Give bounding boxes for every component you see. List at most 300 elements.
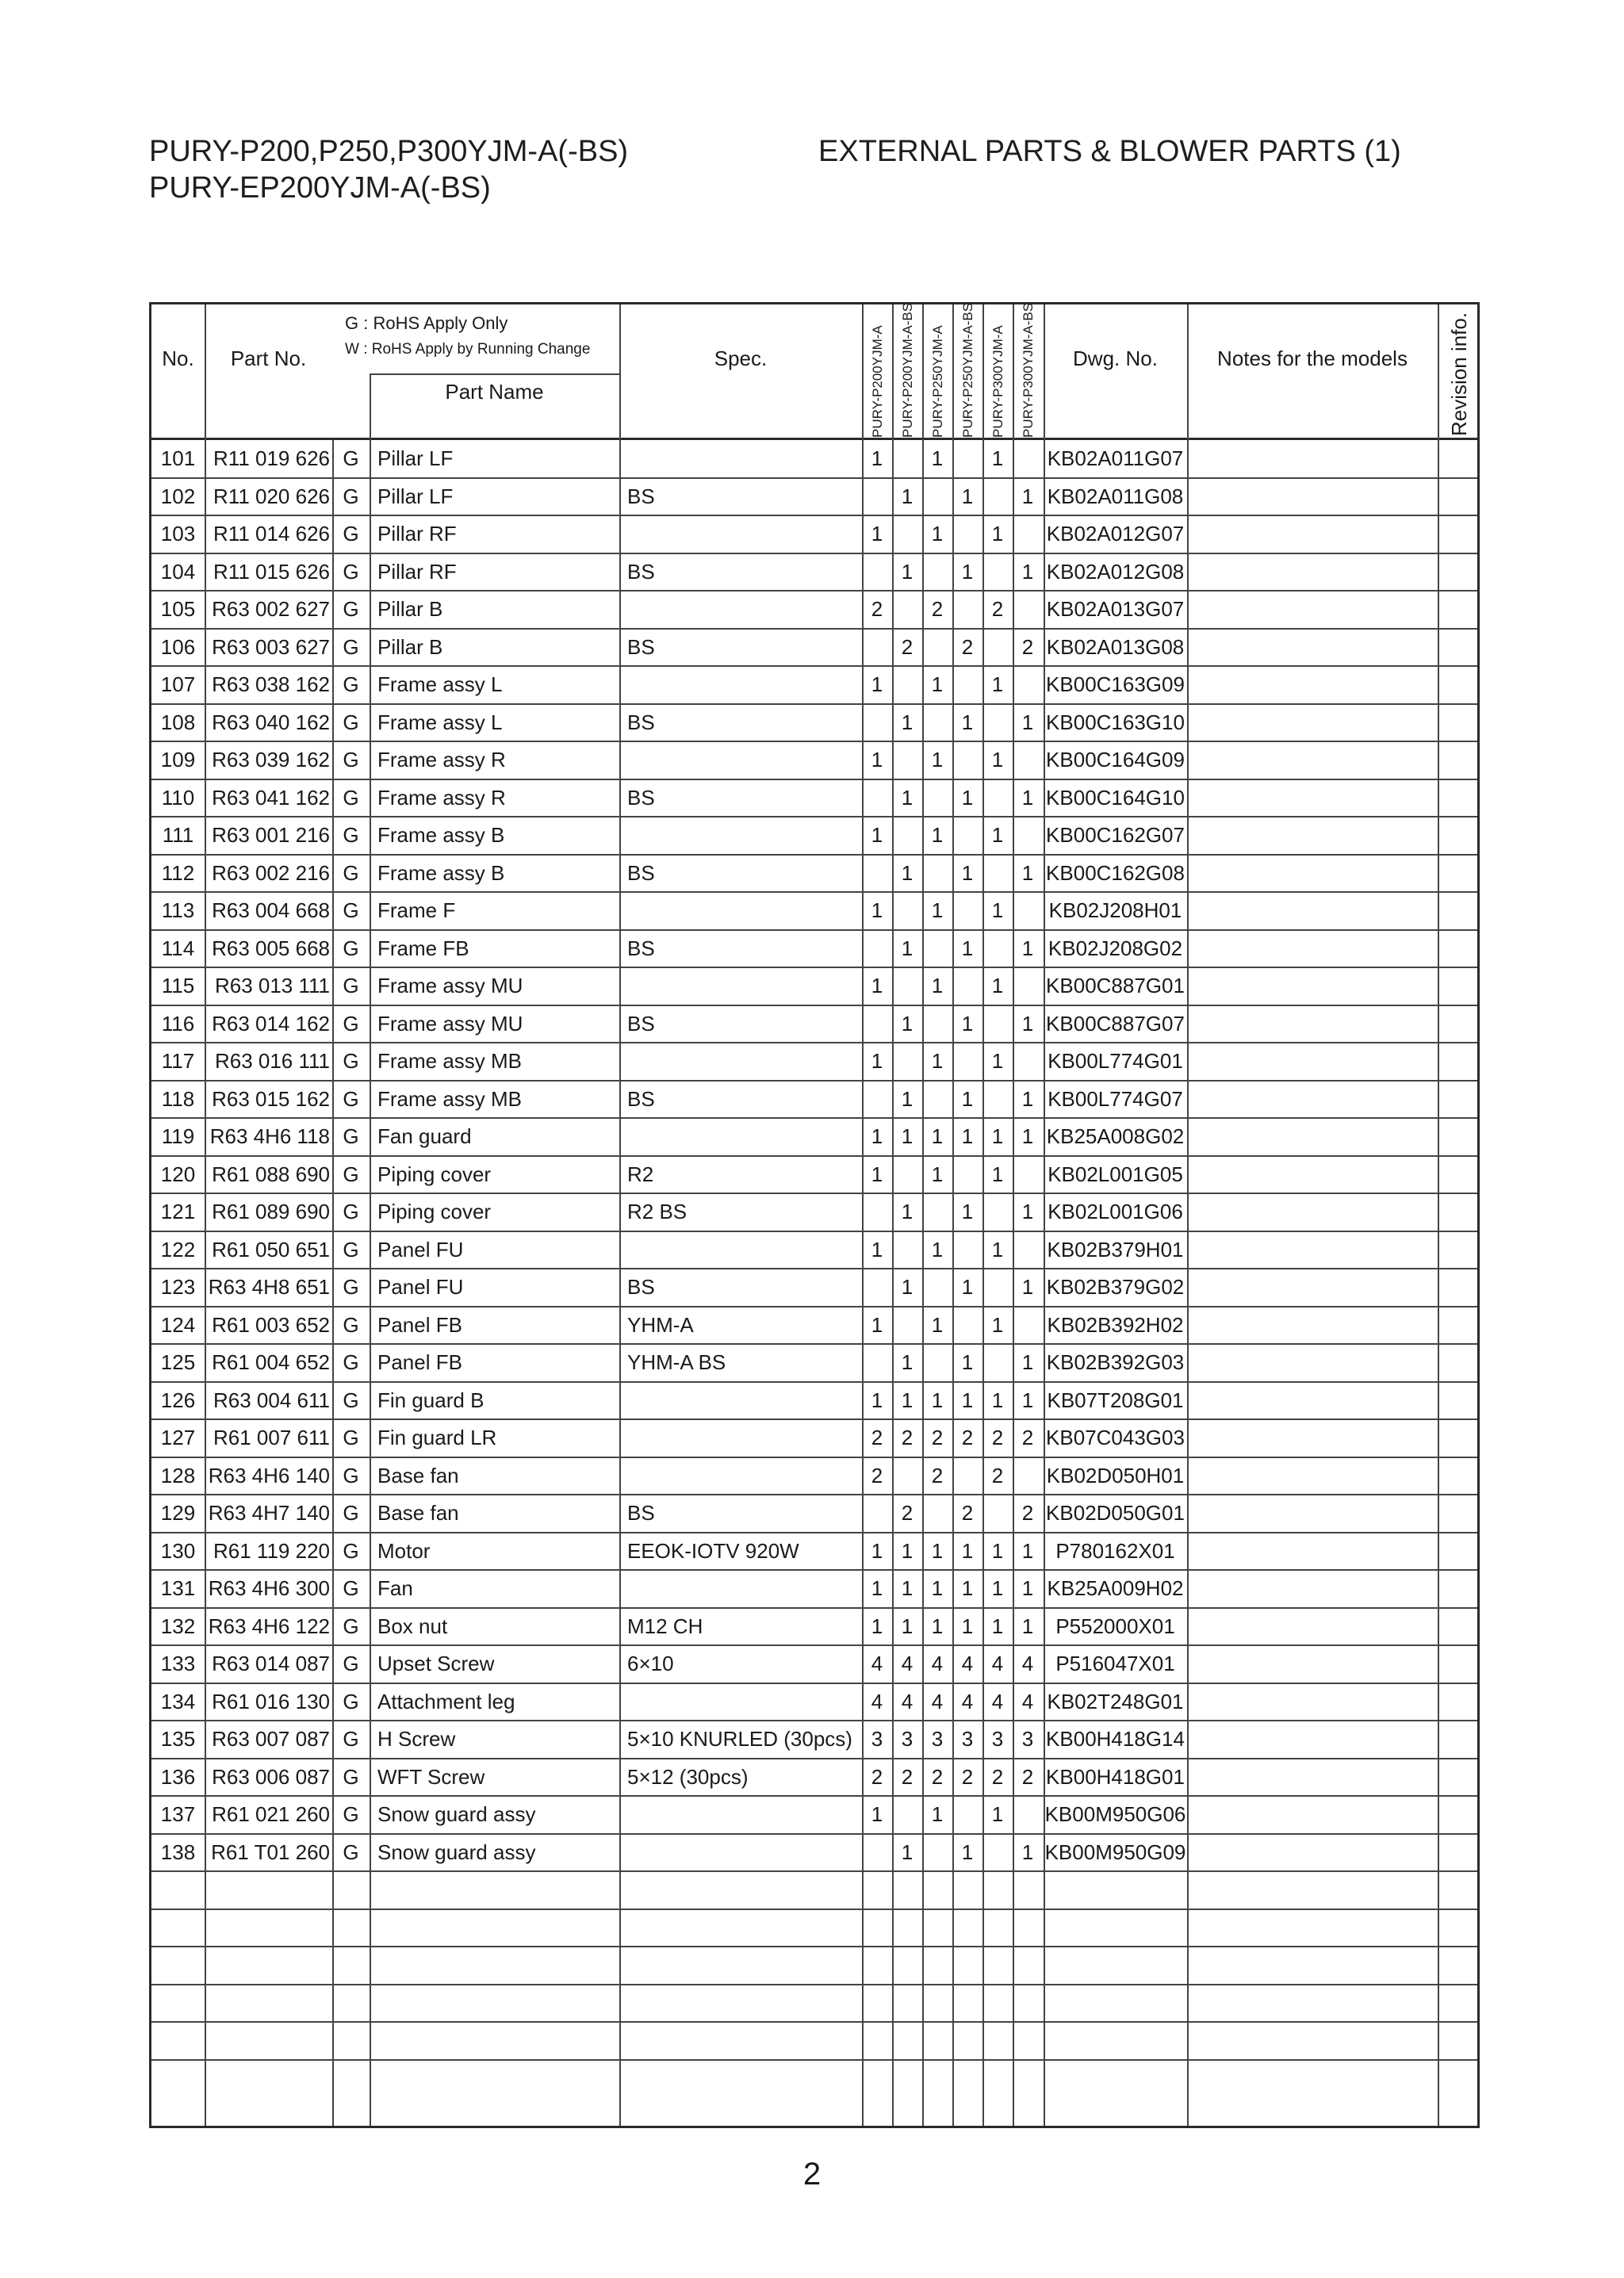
row-qty-model-4: 1 <box>961 1200 974 1223</box>
row-part-no: R63 038 162 <box>212 672 330 696</box>
row-part-name: H Screw <box>377 1727 456 1751</box>
row-part-no: R11 014 626 <box>213 522 330 546</box>
row-no: 111 <box>162 823 194 847</box>
row-qty-model-1 <box>862 628 892 666</box>
row-qty-model-6: 1 <box>1021 1124 1034 1148</box>
row-qty-model-3 <box>922 477 952 515</box>
row-qty-model-4 <box>952 1306 982 1344</box>
row-dwg-no: KB00C164G10 <box>1046 785 1185 810</box>
row-spec: BS <box>627 559 655 584</box>
table-row <box>151 515 1477 553</box>
row-dwg-no: KB00C162G08 <box>1046 860 1185 885</box>
row-qty-model-2: 1 <box>901 785 914 810</box>
row-qty-model-2: 1 <box>901 1350 914 1374</box>
row-spec <box>627 741 862 779</box>
row-dwg-no: KB00C164G09 <box>1046 748 1185 771</box>
row-qty-model-3 <box>922 1494 952 1532</box>
row-dwg-no: KB07C043G03 <box>1046 1426 1185 1449</box>
row-qty-model-2 <box>892 1155 922 1193</box>
row-rohs: G <box>343 446 359 470</box>
row-qty-model-3: 3 <box>931 1727 944 1751</box>
row-qty-model-1 <box>862 477 892 515</box>
parts-table <box>149 302 1480 2128</box>
table-row <box>151 1607 1477 1645</box>
row-qty-model-1: 1 <box>871 446 883 470</box>
row-part-name: Base fan <box>377 1463 459 1487</box>
row-part-name: Frame assy L <box>377 672 503 696</box>
row-qty-model-5: 1 <box>991 1388 1004 1412</box>
row-part-name: Frame FB <box>377 936 469 960</box>
row-rohs: G <box>343 1237 359 1262</box>
row-dwg-no: P516047X01 <box>1055 1652 1175 1675</box>
row-part-name: WFT Screw <box>377 1764 485 1789</box>
row-part-name: Piping cover <box>377 1200 492 1223</box>
row-part-name: Attachment leg <box>377 1689 515 1713</box>
row-qty-model-6: 1 <box>1021 1200 1034 1223</box>
row-qty-model-3 <box>922 779 952 817</box>
row-qty-model-6 <box>1013 515 1043 553</box>
row-part-name: Upset Screw <box>377 1652 495 1675</box>
row-part-name: Frame assy MB <box>377 1086 523 1111</box>
row-part-no: R63 039 162 <box>212 748 330 771</box>
row-qty-model-5 <box>982 553 1013 591</box>
row-qty-model-1: 1 <box>871 522 883 546</box>
row-qty-model-2 <box>892 439 922 477</box>
table-row <box>151 1042 1477 1080</box>
row-qty-model-5: 1 <box>991 1614 1004 1638</box>
row-qty-model-2: 1 <box>901 1200 914 1223</box>
row-rohs: G <box>343 1538 359 1563</box>
row-qty-model-1: 1 <box>871 1388 883 1412</box>
table-row <box>151 1193 1477 1231</box>
table-row <box>151 967 1477 1005</box>
row-part-no: R61 007 611 <box>213 1426 330 1449</box>
row-spec: YHM-A BS <box>627 1350 726 1374</box>
row-qty-model-4: 1 <box>961 785 974 810</box>
row-qty-model-1: 4 <box>871 1652 883 1675</box>
row-rohs: G <box>343 1162 359 1186</box>
row-part-no: R63 4H7 140 <box>208 1501 330 1525</box>
row-spec: BS <box>627 1275 655 1299</box>
row-qty-model-5 <box>982 929 1013 967</box>
row-qty-model-2: 1 <box>901 1388 914 1412</box>
row-qty-model-3: 1 <box>931 446 944 470</box>
row-qty-model-2: 1 <box>901 860 914 885</box>
row-no: 130 <box>160 1538 196 1563</box>
row-qty-model-1: 1 <box>871 1614 883 1638</box>
row-rohs: G <box>343 1840 359 1864</box>
row-dwg-no: P780162X01 <box>1055 1538 1175 1563</box>
col-header-dwg-no: Dwg. No. <box>1073 346 1158 370</box>
row-qty-model-1: 1 <box>871 1576 883 1600</box>
row-qty-model-6 <box>1013 590 1043 628</box>
row-qty-model-5: 1 <box>991 1802 1004 1826</box>
row-spec <box>627 967 862 1005</box>
row-qty-model-5 <box>982 1494 1013 1532</box>
row-dwg-no: KB02L001G05 <box>1048 1162 1183 1186</box>
row-qty-model-6 <box>1013 967 1043 1005</box>
row-qty-model-2: 1 <box>901 1011 914 1036</box>
row-part-no: R63 4H6 140 <box>208 1463 330 1487</box>
col-header-no: No. <box>162 346 194 370</box>
row-qty-model-4: 1 <box>961 484 974 508</box>
row-qty-model-1: 4 <box>871 1689 883 1713</box>
row-spec <box>627 1381 862 1419</box>
row-part-name: Frame F <box>377 898 456 922</box>
row-rohs: G <box>343 860 359 885</box>
row-divider <box>151 2021 1477 2023</box>
row-part-no: R63 003 627 <box>212 634 330 659</box>
row-spec <box>627 590 862 628</box>
row-qty-model-3: 4 <box>931 1652 944 1675</box>
row-rohs: G <box>343 1501 359 1525</box>
row-qty-model-1: 2 <box>871 1463 883 1487</box>
row-part-no: R63 014 087 <box>212 1652 330 1675</box>
row-qty-model-2: 1 <box>901 1275 914 1299</box>
row-part-name: Frame assy B <box>377 823 505 847</box>
row-no: 126 <box>160 1388 196 1412</box>
row-qty-model-6 <box>1013 1306 1043 1344</box>
row-spec: BS <box>627 1011 655 1036</box>
row-qty-model-6: 2 <box>1021 1501 1034 1525</box>
row-part-no: R63 4H8 651 <box>208 1275 330 1299</box>
table-row <box>151 1418 1477 1457</box>
row-spec <box>627 515 862 553</box>
row-qty-model-3 <box>922 1343 952 1381</box>
row-qty-model-1: 1 <box>871 1049 883 1073</box>
row-qty-model-2: 2 <box>901 1764 914 1789</box>
row-dwg-no: KB00C887G07 <box>1046 1011 1185 1036</box>
row-no: 122 <box>160 1237 196 1262</box>
row-qty-model-1: 1 <box>871 898 883 922</box>
row-part-name: Fan guard <box>377 1124 472 1148</box>
row-part-name: Panel FU <box>377 1275 464 1299</box>
row-qty-model-3: 1 <box>931 1538 944 1563</box>
row-part-no: R63 007 087 <box>212 1727 330 1751</box>
row-part-name: Base fan <box>377 1501 459 1525</box>
row-spec <box>627 1231 862 1269</box>
row-spec: BS <box>627 1501 655 1525</box>
row-qty-model-2 <box>892 665 922 703</box>
row-rohs: G <box>343 898 359 922</box>
row-dwg-no: KB02T248G01 <box>1047 1689 1184 1713</box>
row-qty-model-2 <box>892 1457 922 1495</box>
row-qty-model-3 <box>922 854 952 892</box>
col-header-rohs-w: W : RoHS Apply by Running Change <box>345 341 591 358</box>
row-part-name: Frame assy R <box>377 785 506 810</box>
table-row <box>151 741 1477 779</box>
row-no: 112 <box>161 860 195 885</box>
table-row <box>151 1683 1477 1721</box>
row-spec: EEOK-IOTV 920W <box>627 1538 799 1563</box>
row-no: 115 <box>161 974 195 997</box>
row-qty-model-5: 1 <box>991 823 1004 847</box>
row-qty-model-2: 2 <box>901 634 914 659</box>
row-dwg-no: KB02A012G07 <box>1046 522 1185 546</box>
row-qty-model-2 <box>892 1231 922 1269</box>
row-no: 137 <box>160 1802 196 1826</box>
row-qty-model-2: 4 <box>901 1689 914 1713</box>
row-no: 102 <box>160 484 196 508</box>
row-qty-model-3: 1 <box>931 1162 944 1186</box>
row-qty-model-4 <box>952 515 982 553</box>
row-no: 121 <box>160 1200 196 1223</box>
col-header-revision: Revision info. <box>1447 312 1471 436</box>
row-dwg-no: KB02D050G01 <box>1046 1501 1185 1525</box>
row-qty-model-3: 1 <box>931 1802 944 1826</box>
row-part-no: R61 003 652 <box>212 1312 330 1337</box>
row-qty-model-6 <box>1013 1457 1043 1495</box>
row-dwg-no: KB00M950G06 <box>1044 1802 1186 1826</box>
row-qty-model-2 <box>892 967 922 1005</box>
row-qty-model-4 <box>952 1042 982 1080</box>
table-row <box>151 1494 1477 1532</box>
row-part-no: R11 020 626 <box>213 484 330 508</box>
row-no: 116 <box>161 1011 195 1036</box>
row-spec <box>627 816 862 854</box>
row-qty-model-2 <box>892 891 922 929</box>
row-qty-model-4: 4 <box>961 1652 974 1675</box>
row-part-no: R61 004 652 <box>212 1350 330 1374</box>
row-spec <box>627 1117 862 1155</box>
row-qty-model-4 <box>952 1457 982 1495</box>
row-qty-model-4: 1 <box>961 1840 974 1864</box>
row-part-no: R63 016 111 <box>214 1049 330 1073</box>
row-qty-model-6 <box>1013 1042 1043 1080</box>
row-qty-model-2 <box>892 816 922 854</box>
row-qty-model-2: 1 <box>901 1538 914 1563</box>
row-qty-model-1 <box>862 854 892 892</box>
row-part-no: R63 4H6 300 <box>208 1576 330 1600</box>
row-qty-model-6: 2 <box>1021 1764 1034 1789</box>
row-dwg-no: KB00H418G01 <box>1046 1764 1185 1789</box>
row-no: 106 <box>160 634 196 659</box>
row-qty-model-5 <box>982 1005 1013 1043</box>
row-qty-model-3: 1 <box>931 823 944 847</box>
row-dwg-no: KB02B379G02 <box>1046 1275 1185 1299</box>
row-part-name: Frame assy MB <box>377 1049 523 1073</box>
col-header-part-no: Part No. <box>230 346 307 370</box>
row-qty-model-5: 2 <box>991 597 1004 621</box>
row-spec: BS <box>627 785 655 810</box>
row-qty-model-2 <box>892 590 922 628</box>
table-row <box>151 1569 1477 1607</box>
row-qty-model-1: 1 <box>871 1538 883 1563</box>
col-header-model-6: PURY-P300YJM-A-BS <box>1021 302 1036 438</box>
row-qty-model-4: 1 <box>961 1275 974 1299</box>
row-qty-model-1: 1 <box>871 1237 883 1262</box>
row-no: 104 <box>160 559 196 584</box>
row-rohs: G <box>343 1086 359 1111</box>
row-qty-model-2: 1 <box>901 484 914 508</box>
row-part-name: Frame assy B <box>377 860 505 885</box>
row-rohs: G <box>343 1426 359 1449</box>
row-part-no: R63 013 111 <box>214 974 330 997</box>
row-part-no: R63 002 216 <box>212 860 330 885</box>
row-spec <box>627 1457 862 1495</box>
row-no: 123 <box>160 1275 196 1299</box>
row-qty-model-1 <box>862 1268 892 1306</box>
col-header-spec: Spec. <box>714 346 768 370</box>
table-row <box>151 1758 1477 1796</box>
row-qty-model-5: 1 <box>991 974 1004 997</box>
row-rohs: G <box>343 936 359 960</box>
row-qty-model-5: 1 <box>991 1049 1004 1073</box>
row-qty-model-6: 1 <box>1021 1614 1034 1638</box>
row-rohs: G <box>343 1764 359 1789</box>
row-qty-model-5 <box>982 854 1013 892</box>
row-qty-model-1: 1 <box>871 823 883 847</box>
row-dwg-no: KB00H418G14 <box>1046 1727 1185 1751</box>
row-rohs: G <box>343 1576 359 1600</box>
row-qty-model-4: 1 <box>961 1614 974 1638</box>
row-qty-model-5: 2 <box>991 1426 1004 1449</box>
row-qty-model-3 <box>922 1833 952 1871</box>
row-qty-model-1 <box>862 1080 892 1118</box>
row-part-no: R61 050 651 <box>212 1237 330 1262</box>
row-qty-model-2 <box>892 1042 922 1080</box>
row-no: 110 <box>161 785 195 810</box>
row-no: 134 <box>160 1689 196 1713</box>
row-qty-model-3: 1 <box>931 1049 944 1073</box>
row-no: 127 <box>160 1426 196 1449</box>
row-qty-model-2: 1 <box>901 710 914 734</box>
row-part-no: R63 4H6 122 <box>208 1614 330 1638</box>
row-qty-model-4: 2 <box>961 1501 974 1525</box>
row-dwg-no: KB02A012G08 <box>1046 559 1185 584</box>
row-qty-model-3: 1 <box>931 1614 944 1638</box>
row-dwg-no: KB00C162G07 <box>1046 823 1185 847</box>
row-qty-model-4: 1 <box>961 860 974 885</box>
row-spec: M12 CH <box>627 1614 703 1638</box>
table-row <box>151 703 1477 741</box>
row-qty-model-4: 1 <box>961 1388 974 1412</box>
row-qty-model-5 <box>982 1833 1013 1871</box>
row-qty-model-4 <box>952 439 982 477</box>
row-spec <box>627 1418 862 1457</box>
row-qty-model-5: 1 <box>991 898 1004 922</box>
row-qty-model-4: 4 <box>961 1689 974 1713</box>
col-header-model-1: PURY-P200YJM-A <box>870 325 885 438</box>
row-qty-model-6: 2 <box>1021 634 1034 659</box>
row-spec: BS <box>627 484 655 508</box>
row-no: 138 <box>160 1840 196 1864</box>
row-part-name: Pillar B <box>377 634 443 659</box>
row-part-no: R63 014 162 <box>212 1011 330 1036</box>
row-qty-model-6: 1 <box>1021 1538 1034 1563</box>
row-part-name: Pillar B <box>377 597 443 621</box>
row-spec: BS <box>627 860 655 885</box>
row-rohs: G <box>343 1049 359 1073</box>
row-qty-model-5: 2 <box>991 1463 1004 1487</box>
row-qty-model-5 <box>982 703 1013 741</box>
row-qty-model-3: 2 <box>931 597 944 621</box>
row-rohs: G <box>343 823 359 847</box>
row-qty-model-3 <box>922 1268 952 1306</box>
row-qty-model-1: 2 <box>871 1764 883 1789</box>
row-qty-model-6: 4 <box>1021 1689 1034 1713</box>
row-qty-model-5: 4 <box>991 1652 1004 1675</box>
row-qty-model-4 <box>952 590 982 628</box>
row-qty-model-3 <box>922 703 952 741</box>
row-qty-model-5: 1 <box>991 1237 1004 1262</box>
row-dwg-no: KB02B379H01 <box>1047 1237 1184 1262</box>
row-rohs: G <box>343 1011 359 1036</box>
row-qty-model-4: 1 <box>961 1350 974 1374</box>
row-part-name: Fin guard B <box>377 1388 485 1412</box>
row-qty-model-1: 3 <box>871 1727 883 1751</box>
row-qty-model-6 <box>1013 439 1043 477</box>
table-row <box>151 929 1477 967</box>
row-qty-model-3: 1 <box>931 522 944 546</box>
row-dwg-no: KB00L774G07 <box>1048 1086 1183 1111</box>
row-qty-model-5: 1 <box>991 1124 1004 1148</box>
row-dwg-no: KB02D050H01 <box>1046 1463 1185 1487</box>
row-qty-model-1 <box>862 1494 892 1532</box>
row-part-name: Fin guard LR <box>377 1426 497 1449</box>
row-qty-model-1: 1 <box>871 1802 883 1826</box>
row-part-name: Motor <box>377 1538 431 1563</box>
row-dwg-no: KB02B392G03 <box>1046 1350 1185 1374</box>
table-row <box>151 590 1477 628</box>
row-qty-model-6: 1 <box>1021 1576 1034 1600</box>
row-divider <box>151 1946 1477 1947</box>
row-spec: R2 BS <box>627 1200 688 1223</box>
row-part-no: R63 006 087 <box>212 1764 330 1789</box>
row-no: 132 <box>160 1614 196 1638</box>
row-rohs: G <box>343 1124 359 1148</box>
row-no: 125 <box>160 1350 196 1374</box>
row-dwg-no: KB07T208G01 <box>1047 1388 1184 1412</box>
row-divider <box>151 1984 1477 1985</box>
row-spec <box>627 1795 862 1833</box>
row-qty-model-1 <box>862 703 892 741</box>
row-spec: R2 <box>627 1162 654 1186</box>
row-qty-model-6: 1 <box>1021 936 1034 960</box>
row-qty-model-6: 1 <box>1021 1388 1034 1412</box>
row-dwg-no: KB00C887G01 <box>1046 974 1185 997</box>
row-rohs: G <box>343 1350 359 1374</box>
row-part-name: Panel FU <box>377 1237 464 1262</box>
row-qty-model-6: 4 <box>1021 1652 1034 1675</box>
row-qty-model-5: 1 <box>991 1162 1004 1186</box>
row-qty-model-5: 2 <box>991 1764 1004 1789</box>
row-rohs: G <box>343 1652 359 1675</box>
row-qty-model-4 <box>952 816 982 854</box>
table-row <box>151 553 1477 591</box>
row-qty-model-2 <box>892 515 922 553</box>
row-qty-model-2: 2 <box>901 1426 914 1449</box>
row-spec <box>627 891 862 929</box>
row-qty-model-3: 1 <box>931 1124 944 1148</box>
row-qty-model-2: 1 <box>901 559 914 584</box>
row-no: 135 <box>160 1727 196 1751</box>
table-row <box>151 477 1477 515</box>
row-qty-model-1 <box>862 1005 892 1043</box>
row-dwg-no: KB00C163G09 <box>1046 672 1185 696</box>
row-rohs: G <box>343 1614 359 1638</box>
row-qty-model-1 <box>862 929 892 967</box>
col-header-notes: Notes for the models <box>1217 346 1408 370</box>
col-header-part-name: Part Name <box>445 380 544 404</box>
table-row <box>151 1457 1477 1495</box>
row-dwg-no: KB25A008G02 <box>1046 1124 1185 1148</box>
row-qty-model-5: 1 <box>991 446 1004 470</box>
row-qty-model-2: 1 <box>901 936 914 960</box>
row-qty-model-4 <box>952 1795 982 1833</box>
row-qty-model-1 <box>862 1193 892 1231</box>
row-rohs: G <box>343 559 359 584</box>
